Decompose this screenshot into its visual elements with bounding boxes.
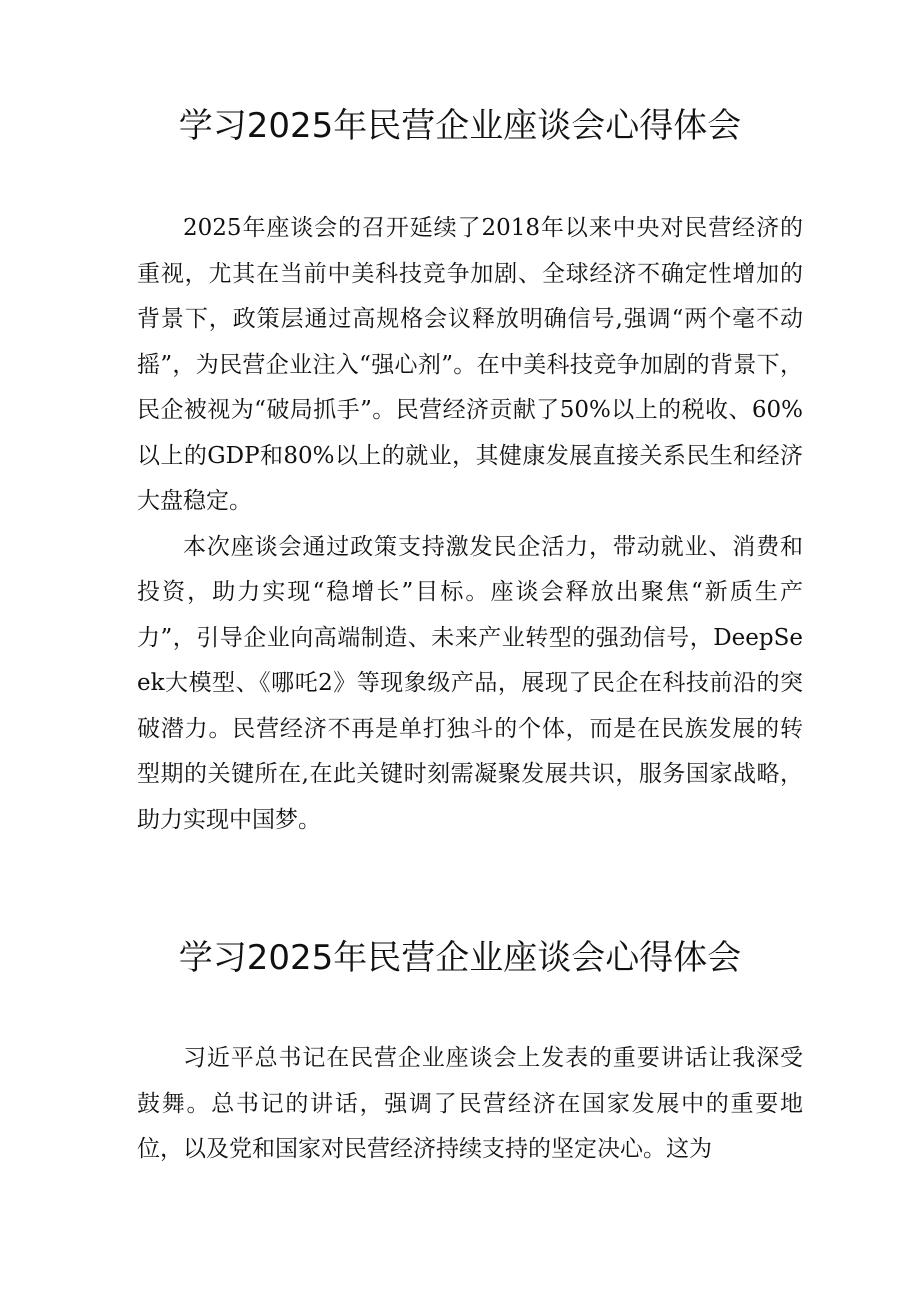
- paragraph: 习近平总书记在民营企业座谈会上发表的重要讲话让我深受鼓舞。总书记的讲话，强调了民营经济在国家发展中的重要地位，以及党和国家对民营经济持续支持的坚定决心。这为: [137, 1045, 803, 1162]
- article-body-2: [137, 1036, 803, 1173]
- article-title-2: 学习2025年民营企业座谈会心得体会: [178, 938, 742, 978]
- article-body-1: [137, 206, 803, 843]
- paragraph: 本次座谈会通过政策支持激发民企活力，带动就业、消费和投资，助力实现“稳增长”目标。座谈会释放出聚焦“新质生产力”，引导企业向高端制造、未来产业转型的强劲信号，DeepSeek大模型、《哪吒2》等现象级产品，展现了民企在科技前沿的突破潜力。民营经济不再是单打独斗的个体，而是在民族发展的转型期的关键所在,在此关键时刻需凝聚发展共识，服务国家战略，助力实现中国梦。: [137, 533, 803, 833]
- paragraph: 2025年座谈会的召开延续了2018年以来中央对民营经济的重视，尤其在当前中美科技竞争加剧、全球经济不确定性增加的背景下，政策层通过高规格会议释放明确信号,强调“两个毫不动摇”，为民营企业注入“强心剂”。在中美科技竞争加剧的背景下，民企被视为“破局抓手”。民营经济贡献了50%以上的税收、60%以上的GDP和80%以上的就业，其健康发展直接关系民生和经济大盘稳定。: [137, 215, 803, 514]
- article-title-1: 学习2025年民营企业座谈会心得体会: [178, 106, 742, 146]
